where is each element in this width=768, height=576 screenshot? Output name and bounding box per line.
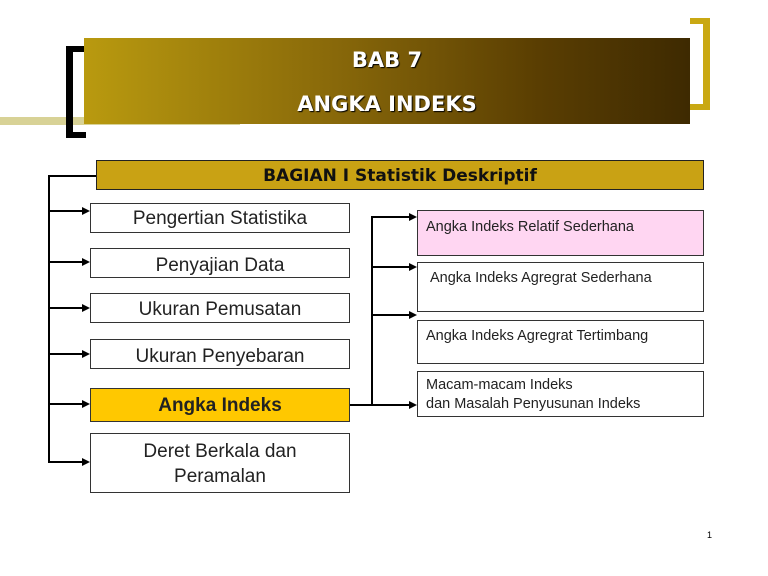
topic-ukuran-pemusatan: Ukuran Pemusatan bbox=[90, 293, 350, 323]
topic-deret-berkala-label: Deret Berkala dan Peramalan bbox=[143, 441, 297, 487]
chapter-title: ANGKA INDEKS bbox=[297, 92, 477, 116]
left-connector-spine bbox=[48, 175, 50, 463]
right-connector-spine bbox=[371, 216, 373, 406]
arrow-head bbox=[409, 213, 417, 221]
connector-branch bbox=[48, 353, 82, 355]
page-number: 1 bbox=[707, 530, 713, 540]
section-header: BAGIAN I Statistik Deskriptif bbox=[96, 160, 704, 190]
right-bracket bbox=[690, 18, 710, 110]
topic-pengertian-statistika: Pengertian Statistika bbox=[90, 203, 350, 233]
arrow-head bbox=[82, 400, 90, 408]
left-bracket bbox=[66, 46, 86, 138]
topic-angka-indeks: Angka Indeks bbox=[90, 388, 350, 422]
arrow-head bbox=[82, 304, 90, 312]
arrow-head bbox=[82, 458, 90, 466]
connector-branch bbox=[371, 314, 409, 316]
chapter-number: BAB 7 bbox=[351, 48, 423, 72]
subtopic-macam-macam-indeks bbox=[417, 371, 704, 417]
topic-deret-berkala bbox=[90, 433, 350, 493]
arrow-head bbox=[82, 207, 90, 215]
connector-branch bbox=[48, 461, 82, 463]
connector-branch bbox=[371, 216, 409, 218]
connector-branch bbox=[371, 266, 409, 268]
connector-branch bbox=[48, 261, 82, 263]
connector-branch bbox=[48, 403, 82, 405]
subtopic-macam-line1: Macam-macam Indeks bbox=[426, 377, 573, 393]
left-connector-top bbox=[48, 175, 96, 177]
arrow-head bbox=[409, 401, 417, 409]
connector-branch bbox=[48, 307, 82, 309]
subtopic-agregrat-tertimbang: Angka Indeks Agregrat Tertimbang bbox=[417, 320, 704, 364]
subtopic-agregrat-sederhana: Angka Indeks Agregrat Sederhana bbox=[417, 262, 704, 312]
right-connector-stem bbox=[350, 404, 372, 406]
connector-branch bbox=[371, 404, 409, 406]
subtopic-macam-line2: dan Masalah Penyusunan Indeks bbox=[426, 396, 641, 412]
arrow-head bbox=[409, 263, 417, 271]
arrow-head bbox=[409, 311, 417, 319]
topic-penyajian-data: Penyajian Data bbox=[90, 248, 350, 278]
topic-ukuran-penyebaran: Ukuran Penyebaran bbox=[90, 339, 350, 369]
arrow-head bbox=[82, 350, 90, 358]
connector-branch bbox=[48, 210, 82, 212]
title-banner bbox=[84, 38, 690, 124]
subtopic-relatif-sederhana: Angka Indeks Relatif Sederhana bbox=[417, 210, 704, 256]
arrow-head bbox=[82, 258, 90, 266]
